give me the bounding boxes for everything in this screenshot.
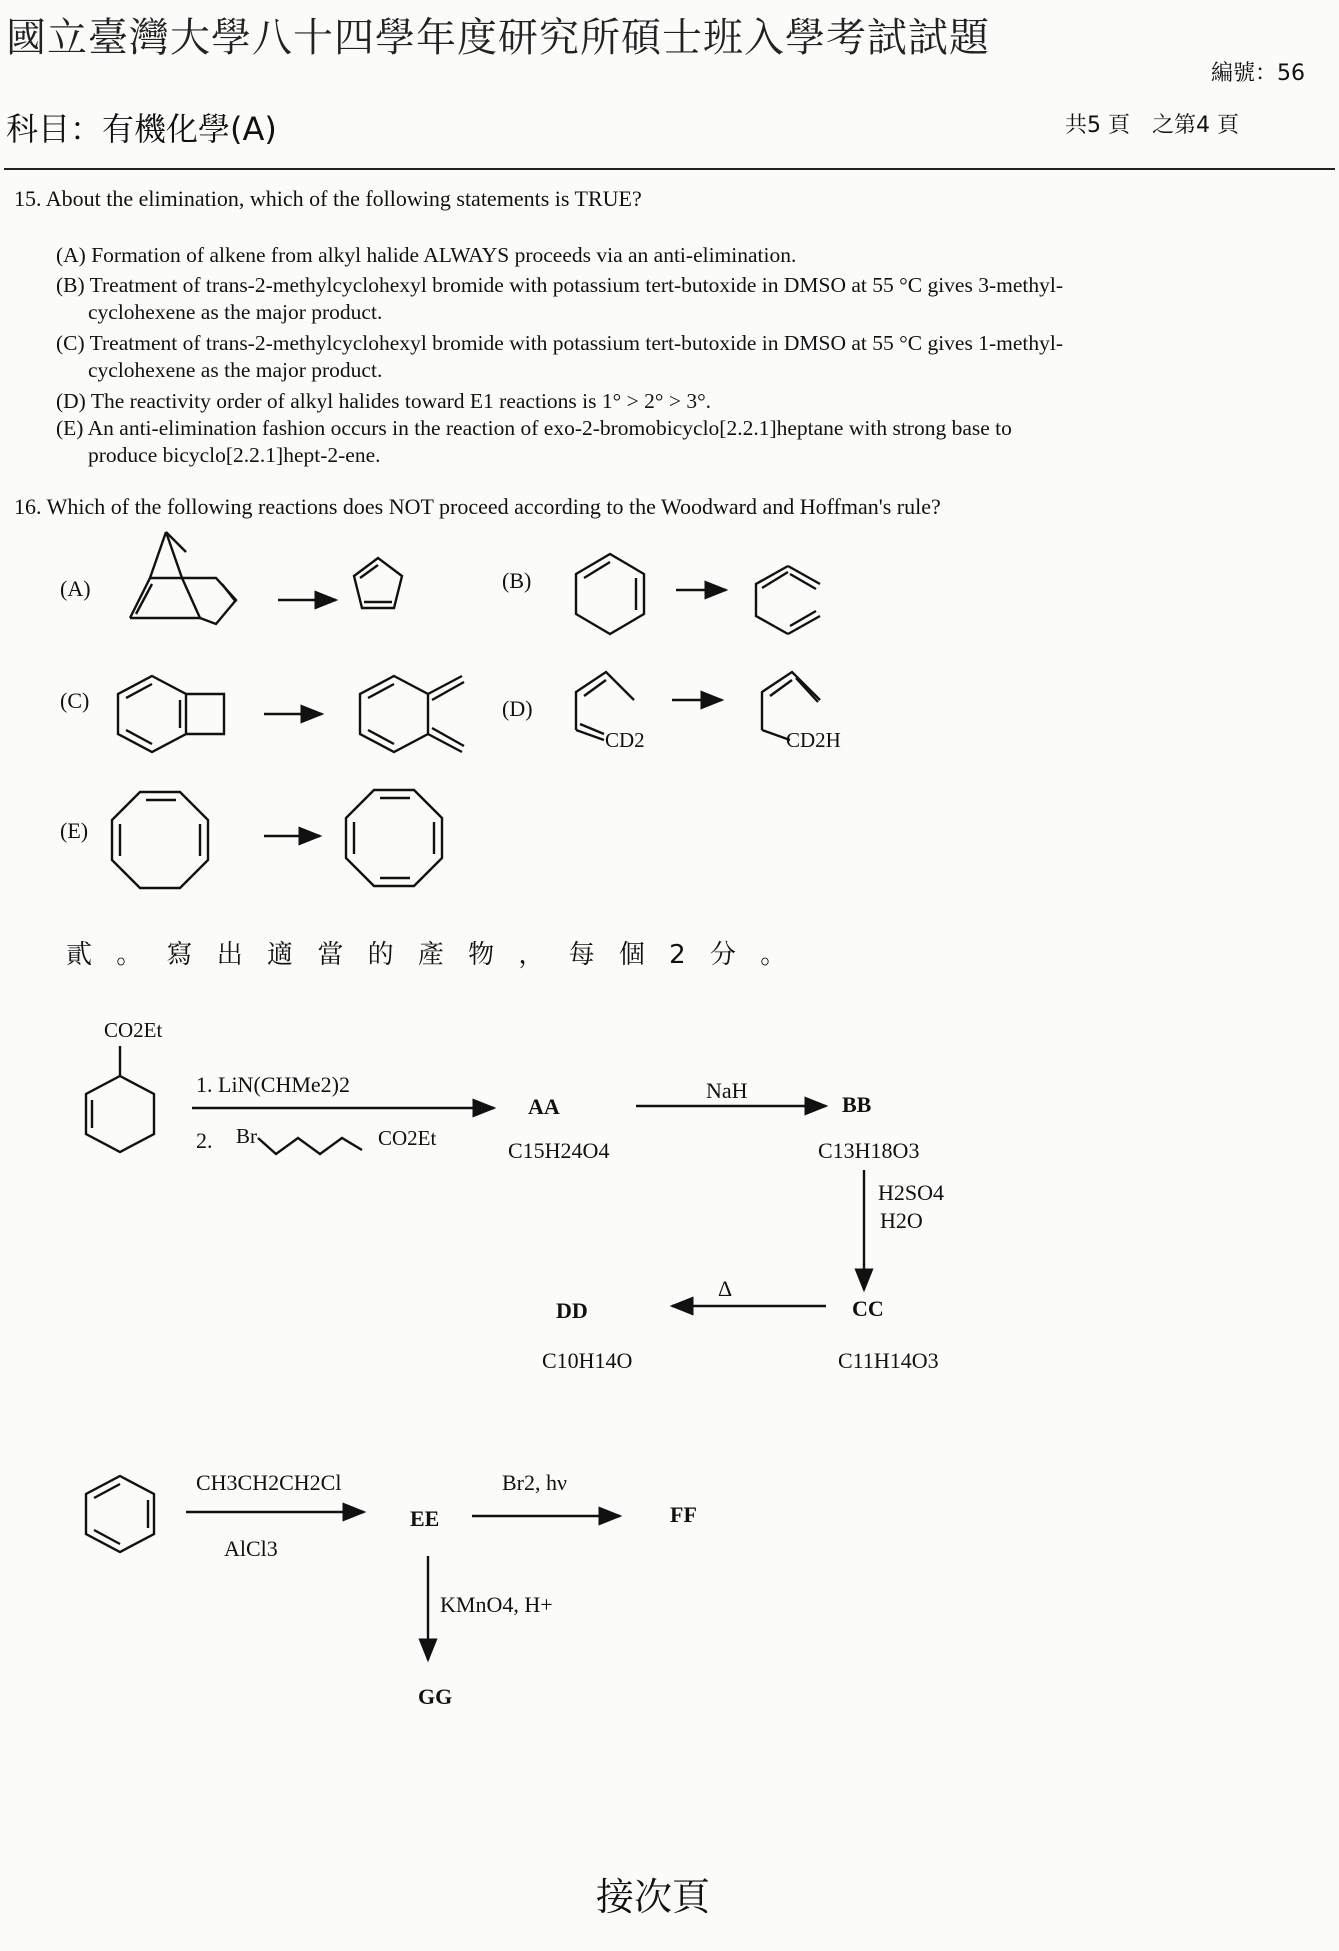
q16-e-product [346,790,442,886]
scheme1-starting-material [86,1046,154,1152]
q16-stem: 16. Which of the following reactions does NOT proceed according to the Woodward and Hoffman's rule? [14,494,941,519]
q16-b-product [756,566,820,634]
compound-dd-formula: C10H14O [542,1348,633,1373]
q16-c-reactant [118,676,224,752]
q15-option-a: (A) Formation of alkene from alkyl halide ALWAYS proceeds via an anti-elimination. [56,243,797,267]
compound-cc: CC [852,1296,884,1321]
compound-gg: GG [418,1684,453,1709]
reagent-heat: Δ [718,1276,733,1301]
q16-e-reactant [112,792,208,888]
reagent-alcl3: AlCl3 [224,1536,278,1561]
reagent-h2o: H2O [880,1208,923,1233]
q15-option-b-cont: cyclohexene as the major product. [88,300,383,324]
q16-b-reactant [576,554,644,634]
reagent-kmno4: KMnO4, H+ [440,1592,553,1617]
compound-ff: FF [670,1502,697,1527]
scheme1-sm-group: CO2Et [104,1018,163,1042]
compound-bb: BB [842,1092,872,1117]
reagent-h2so4: H2SO4 [878,1180,945,1205]
q16-label-b: (B) [502,568,532,593]
q16-d-reactant [576,672,634,740]
compound-cc-formula: C11H14O3 [838,1348,939,1373]
scheme1-bromo-ester-chain [258,1138,362,1154]
q16-label-e: (E) [60,818,89,843]
q15-option-c: (C) Treatment of trans-2-methylcyclohexyl bromide with potassium tert-butoxide in DMSO at 55 °C gives 1-methyl- [56,331,1064,355]
scheme1-step1: 1. LiN(CHMe2)2 [196,1072,350,1097]
page-count: 共5 頁 之第4 頁 [1065,113,1239,138]
q16-label-d: (D) [502,696,533,721]
scheme2-benzene [86,1476,154,1552]
reagent-propyl-chloride: CH3CH2CH2Cl [196,1470,342,1495]
compound-bb-formula: C13H18O3 [818,1138,920,1163]
q15-option-d: (D) The reactivity order of alkyl halides toward E1 reactions is 1° > 2° > 3°. [56,389,712,413]
compound-dd: DD [556,1298,588,1323]
q16-label-a: (A) [60,576,91,601]
q16-d-reactant-label: CD2 [605,728,645,752]
section2-heading: 貳 。 寫 出 適 當 的 產 物 ， 每 個 2 分 。 [66,940,795,970]
reagent-nah: NaH [706,1078,748,1103]
q15-option-e: (E) An anti-elimination fashion occurs in the reaction of exo-2-bromobicyclo[2.2.1]heptane with strong base to [56,416,1012,440]
reagent-br2: Br2, hν [502,1470,567,1495]
scheme1-br: Br [236,1124,257,1148]
q16-a-reactant [130,532,236,624]
q16-d-product [762,672,820,740]
q16-label-c: (C) [60,688,90,713]
compound-ee: EE [410,1506,440,1531]
compound-aa: AA [528,1094,560,1119]
q16-a-product [354,558,402,608]
scheme1-step2-group: CO2Et [378,1126,437,1150]
exam-subject: 科目：有機化學(A) [6,110,277,148]
compound-aa-formula: C15H24O4 [508,1138,610,1163]
q15-option-b: (B) Treatment of trans-2-methylcyclohexyl bromide with potassium tert-butoxide in DMSO at 55 °C gives 3-methyl- [56,273,1064,297]
q16-c-product [360,676,464,752]
q15-option-c-cont: cyclohexene as the major product. [88,358,383,382]
exam-code: 編號：56 [1211,61,1305,86]
next-page-note: 接次頁 [596,1875,711,1919]
q15-option-e-cont: produce bicyclo[2.2.1]hept-2-ene. [88,443,381,467]
q15-stem: 15. About the elimination, which of the following statements is TRUE? [14,186,642,211]
q16-d-product-label: CD2H [786,728,841,752]
exam-title: 國立臺灣大學八十四學年度研究所碩士班入學考試試題 [6,15,990,61]
scheme1-step2: 2. [196,1128,213,1153]
